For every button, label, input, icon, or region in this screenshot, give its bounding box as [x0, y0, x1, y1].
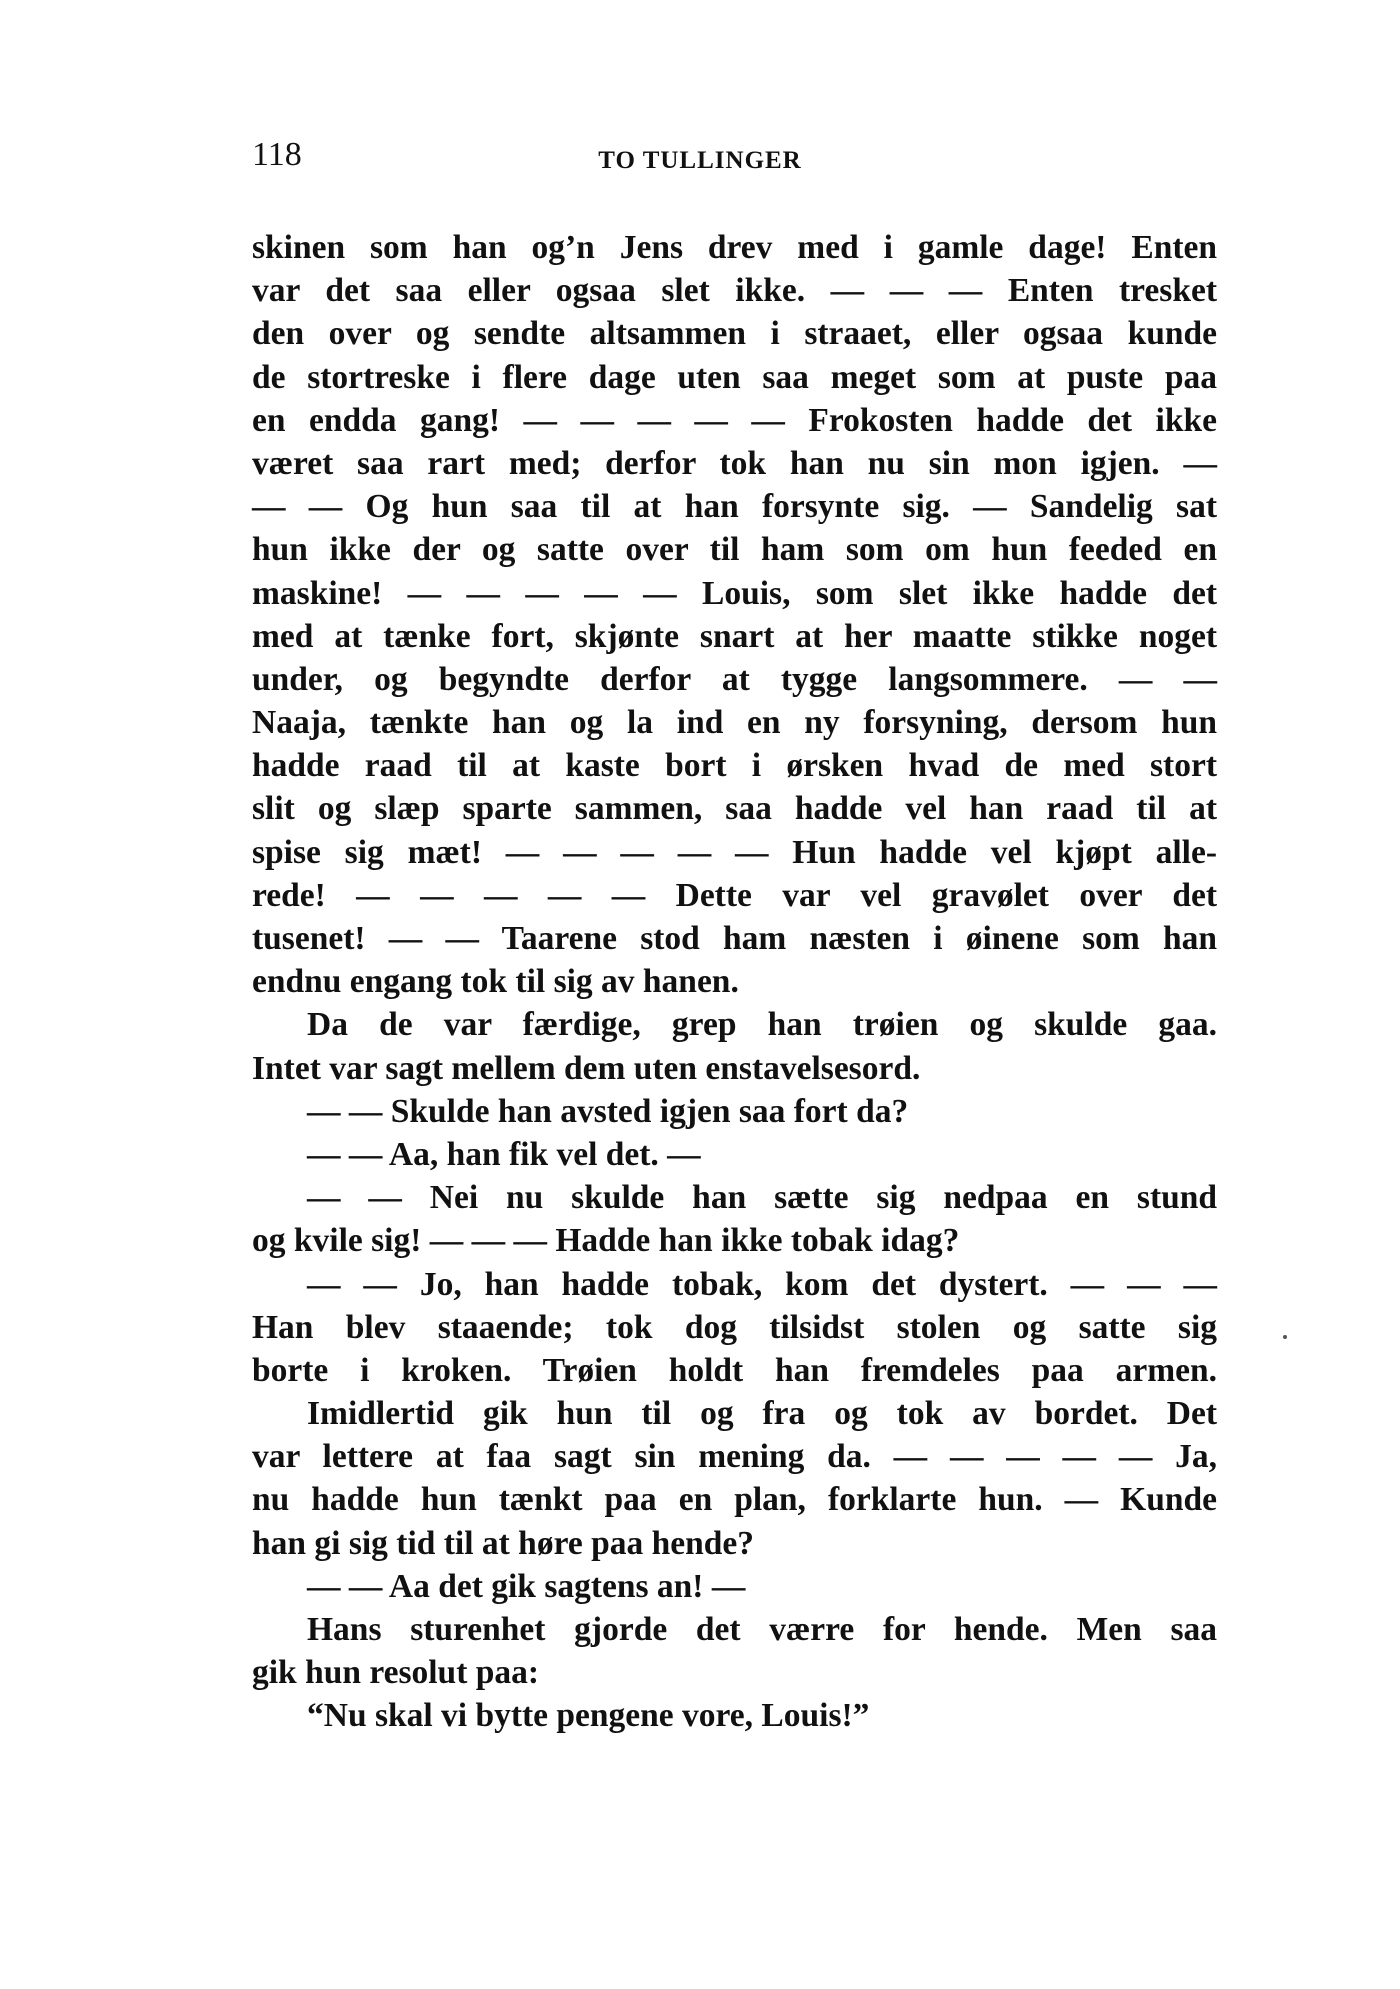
- text-line: Da de var færdige, grep han trøien og skulde gaa.: [307, 1006, 1217, 1044]
- text-line: — — Aa, han fik vel det. —: [307, 1135, 701, 1173]
- text-line: spise sig mæt! — — — — — Hun hadde vel kjøpt alle-: [252, 833, 1217, 871]
- text-line: med at tænke fort, skjønte snart at her maatte stikke noget: [252, 617, 1217, 655]
- text-line: “Nu skal vi bytte pengene vore, Louis!”: [307, 1697, 870, 1735]
- text-line: — — Jo, han hadde tobak, kom det dystert. — — —: [307, 1265, 1217, 1303]
- text-line: skinen som han og’n Jens drev med i gamle dage! Enten: [252, 229, 1217, 266]
- text-line: Intet var sagt mellem dem uten enstavelsesord.: [252, 1049, 921, 1087]
- text-line: nu hadde hun tænkt paa en plan, forklarte hun. — Kunde: [252, 1481, 1217, 1519]
- text-line: var det saa eller ogsaa slet ikke. — — — Enten tresket: [252, 272, 1217, 310]
- text-line: endnu engang tok til sig av hanen.: [252, 963, 739, 1001]
- text-line: Hans sturenhet gjorde det værre for hende. Men saa: [307, 1611, 1217, 1648]
- page-number: 118: [252, 136, 302, 173]
- text-line: borte i kroken. Trøien holdt han fremdeles paa armen.: [252, 1351, 1217, 1389]
- text-line: rede! — — — — — Dette var vel gravølet over det: [252, 876, 1217, 914]
- text-line: tusenet! — — Taarene stod ham næsten i øinene som han: [252, 920, 1217, 957]
- text-line: var lettere at faa sagt sin mening da. — — — — — Ja,: [252, 1438, 1217, 1476]
- text-line: Imidlertid gik hun til og fra og tok av bordet. Det: [307, 1395, 1217, 1433]
- margin-speck: [1283, 1335, 1287, 1339]
- body-text: [252, 226, 1217, 1738]
- text-line: en endda gang! — — — — — Frokosten hadde det ikke: [252, 401, 1217, 439]
- text-line: maskine! — — — — — Louis, som slet ikke hadde det: [252, 574, 1217, 612]
- text-line: hun ikke der og satte over til ham som om hun feeded en: [252, 531, 1217, 569]
- text-line: gik hun resolut paa:: [252, 1654, 540, 1692]
- text-line: — — Aa det gik sagtens an! —: [307, 1567, 746, 1605]
- text-line: under, og begyndte derfor at tygge langsommere. — —: [252, 660, 1217, 698]
- text-line: slit og slæp sparte sammen, saa hadde vel han raad til at: [252, 790, 1217, 828]
- text-line: — — Nei nu skulde han sætte sig nedpaa en stund: [307, 1179, 1217, 1217]
- text-line: Naaja, tænkte han og la ind en ny forsyning, dersom hun: [252, 704, 1217, 742]
- text-line: været saa rart med; derfor tok han nu sin mon igjen. —: [252, 444, 1217, 482]
- running-head: TO TULLINGER: [598, 147, 802, 174]
- text-line: Han blev staaende; tok dog tilsidst stolen og satte sig: [252, 1308, 1217, 1346]
- text-line: hadde raad til at kaste bort i ørsken hvad de med stort: [252, 747, 1217, 785]
- text-line: — — Skulde han avsted igjen saa fort da?: [307, 1092, 909, 1130]
- text-line: den over og sendte altsammen i straaet, eller ogsaa kunde: [252, 315, 1217, 353]
- text-line: han gi sig tid til at høre paa hende?: [252, 1524, 754, 1562]
- text-line: de stortreske i flere dage uten saa meget som at puste paa: [252, 358, 1217, 396]
- text-line: — — Og hun saa til at han forsynte sig. — Sandelig sat: [252, 488, 1217, 526]
- text-line: og kvile sig! — — — Hadde han ikke tobak idag?: [252, 1222, 960, 1260]
